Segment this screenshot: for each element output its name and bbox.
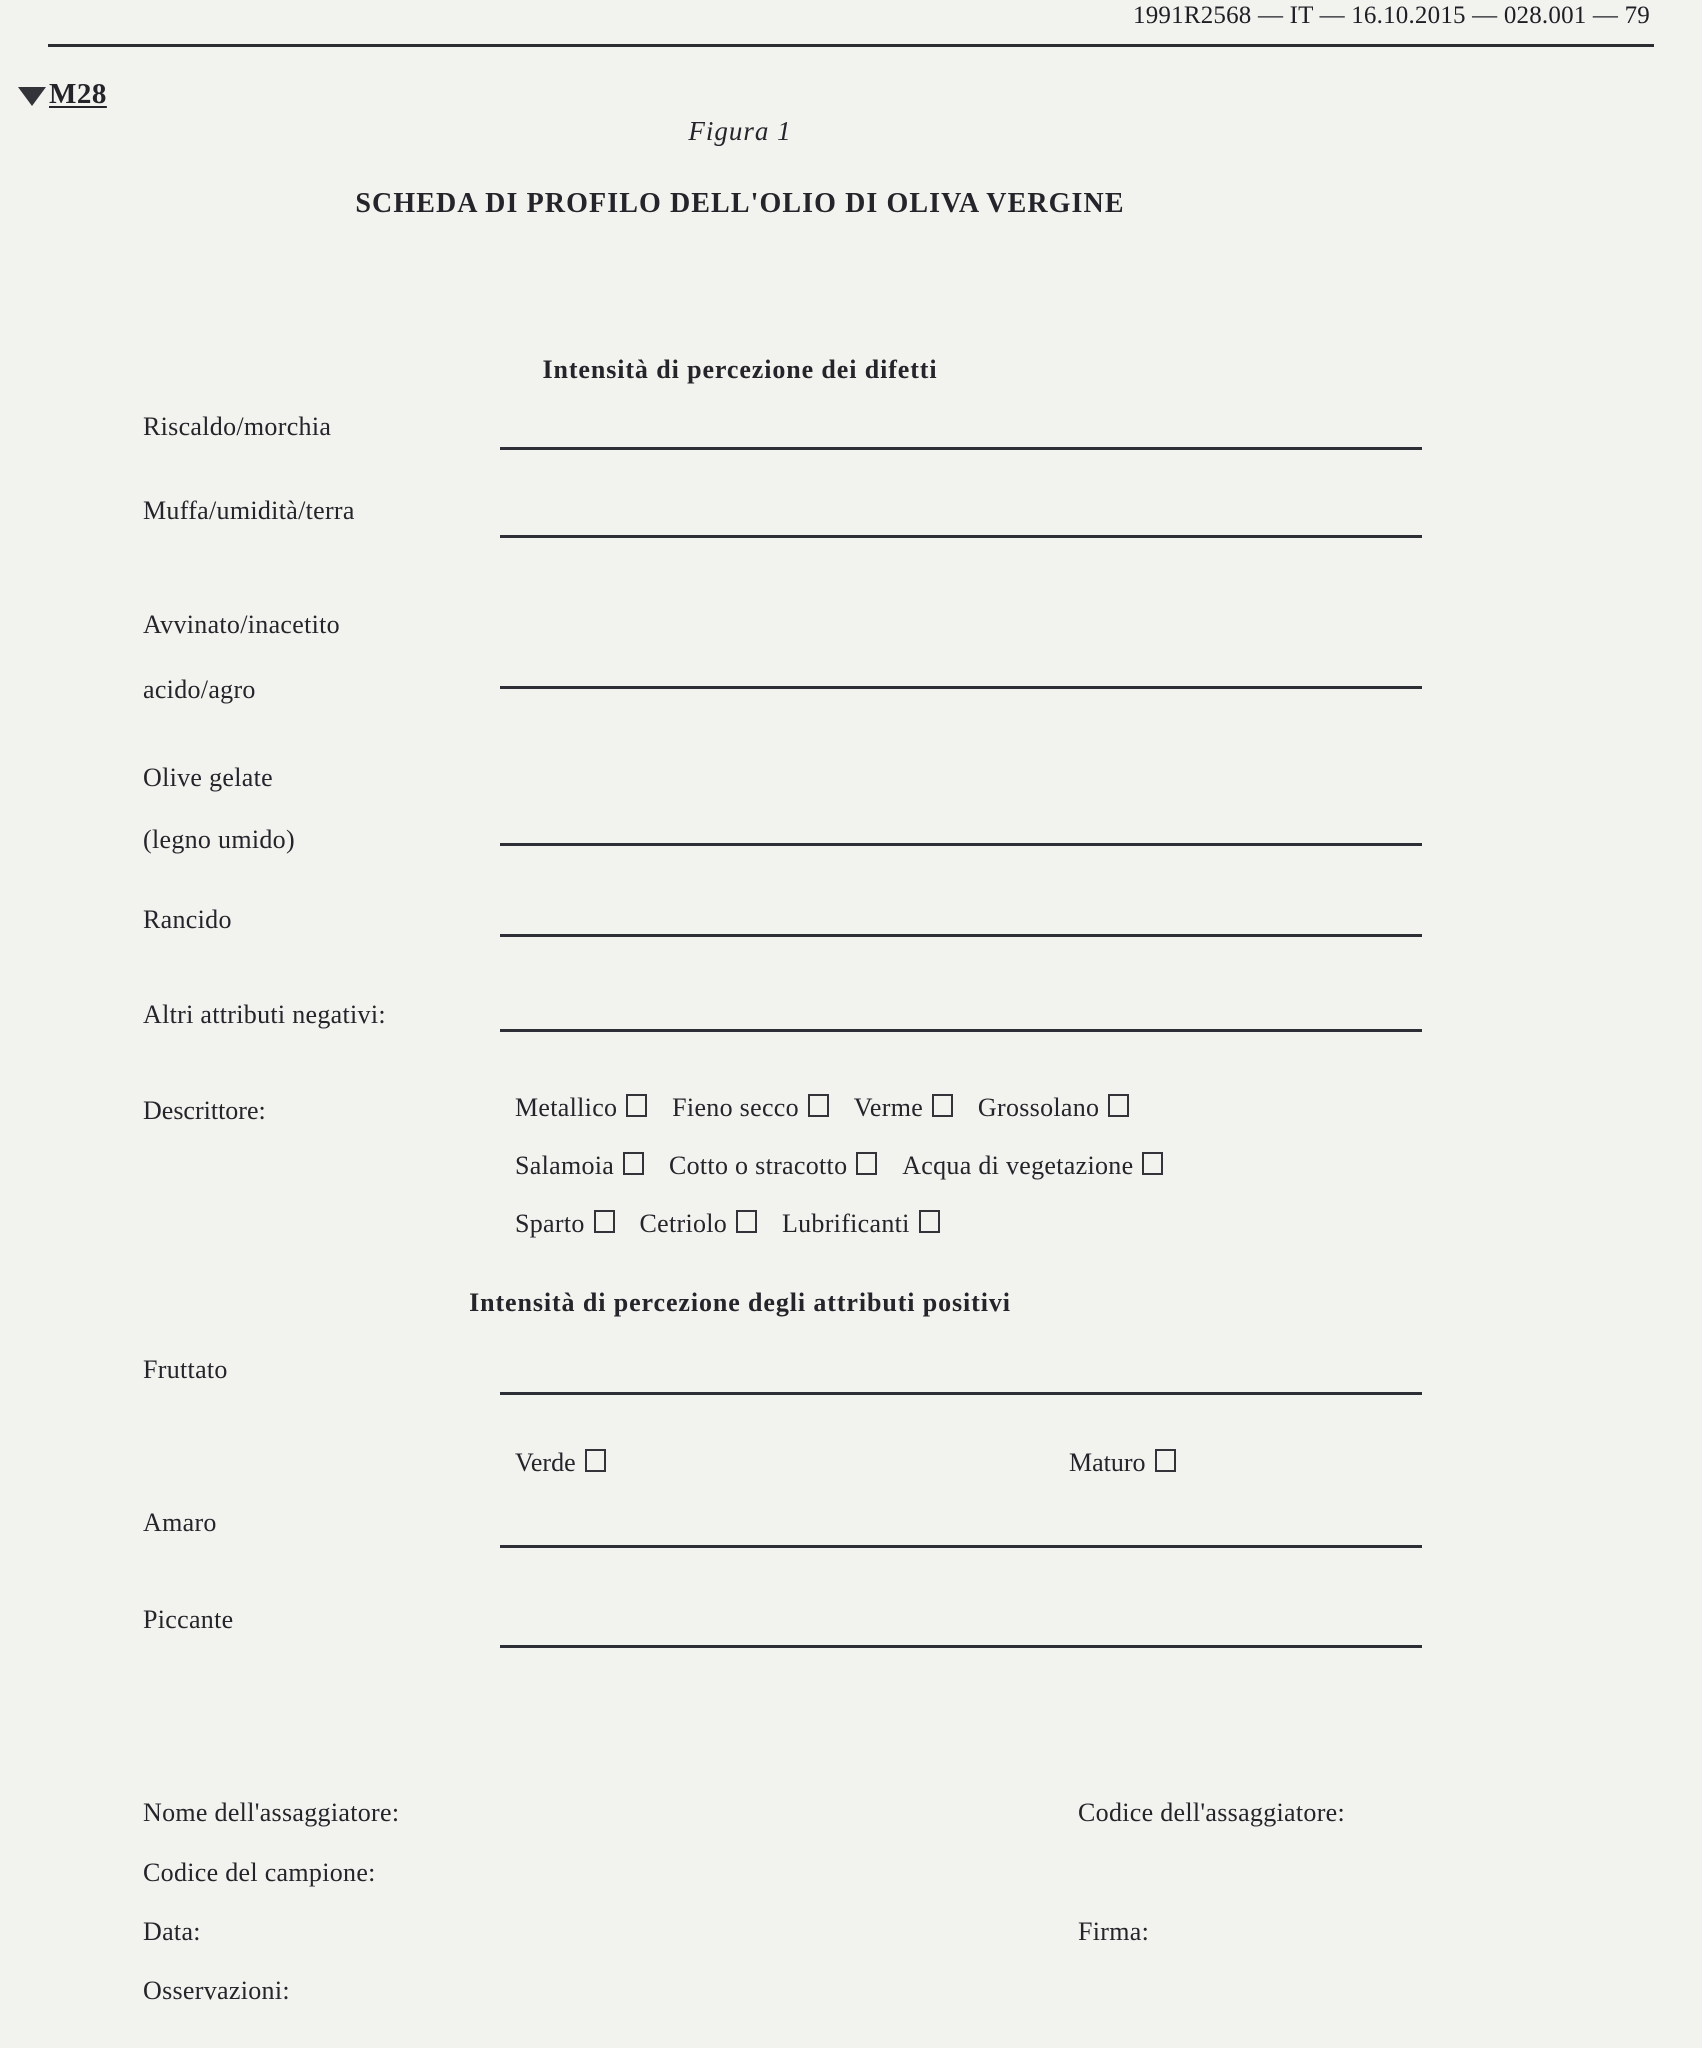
checkbox-icon[interactable] (1108, 1094, 1129, 1117)
defect-label-riscaldo: Riscaldo/morchia (143, 412, 332, 441)
descriptor-option-label: Sparto (515, 1209, 585, 1238)
defect-label-avvinato-line2: acido/agro (143, 675, 256, 704)
amendment-marker (18, 78, 107, 111)
defect-label-olive-gelate: Olive gelate (143, 763, 273, 792)
field-label-data: Data: (143, 1917, 201, 1946)
defect-scale-rancido[interactable] (500, 934, 1422, 937)
positives-section-heading: Intensità di percezione degli attributi positivi (469, 1288, 1011, 1317)
positive-scale-fruttato[interactable] (500, 1392, 1422, 1395)
defect-scale-muffa[interactable] (500, 535, 1422, 538)
descriptor-option-label: Cotto o stracotto (668, 1151, 848, 1180)
header-divider (48, 44, 1654, 47)
fruttato-option-verde[interactable] (515, 1448, 606, 1478)
fruttato-option-maturo[interactable] (1069, 1448, 1176, 1478)
checkbox-icon[interactable] (808, 1094, 829, 1117)
checkbox-icon[interactable] (626, 1094, 647, 1117)
checkbox-icon[interactable] (594, 1210, 615, 1233)
checkbox-icon[interactable] (585, 1449, 606, 1472)
descriptor-option-acqua-di-vegetazione[interactable] (902, 1151, 1163, 1181)
descriptor-option-label: Lubrificanti (781, 1209, 910, 1238)
page-title: SCHEDA DI PROFILO DELL'OLIO DI OLIVA VERGINE (355, 188, 1125, 219)
field-label-codice-assaggiatore: Codice dell'assaggiatore: (1078, 1798, 1346, 1827)
document-reference: 1991R2568 — IT — 16.10.2015 — 028.001 — 79 (1133, 2, 1650, 29)
field-label-firma: Firma: (1078, 1917, 1150, 1946)
defect-label-avvinato: Avvinato/inacetito (143, 610, 340, 639)
defect-scale-riscaldo[interactable] (500, 447, 1422, 450)
down-triangle-icon (18, 87, 46, 106)
descriptor-option-grossolano[interactable] (978, 1093, 1129, 1123)
page-header (0, 0, 1702, 52)
positive-label-amaro: Amaro (143, 1508, 217, 1537)
checkbox-icon[interactable] (919, 1210, 940, 1233)
descriptor-label: Descrittore: (143, 1096, 266, 1125)
positive-label-fruttato: Fruttato (143, 1355, 228, 1384)
descriptor-option-sparto[interactable] (515, 1209, 615, 1239)
descriptor-option-lubrificanti[interactable] (782, 1209, 940, 1239)
figure-caption: Figura 1 (688, 116, 792, 146)
descriptor-option-label: Metallico (515, 1093, 618, 1122)
positive-scale-amaro[interactable] (500, 1545, 1422, 1548)
descriptor-option-metallico[interactable] (515, 1093, 647, 1123)
defect-label-rancido: Rancido (143, 905, 232, 934)
descriptor-row-3 (515, 1209, 940, 1239)
positive-label-piccante: Piccante (143, 1605, 234, 1634)
checkbox-icon[interactable] (736, 1210, 757, 1233)
checkbox-icon[interactable] (856, 1152, 877, 1175)
descriptor-option-label: Verme (853, 1093, 924, 1122)
descriptor-row-1 (515, 1093, 1129, 1123)
defect-label-muffa: Muffa/umidità/terra (143, 496, 355, 525)
descriptor-option-salamoia[interactable] (515, 1151, 644, 1181)
defect-scale-olive-gelate[interactable] (500, 843, 1422, 846)
fruttato-option-maturo-label: Maturo (1069, 1448, 1146, 1477)
defects-section-heading: Intensità di percezione dei difetti (542, 355, 938, 384)
descriptor-option-cetriolo[interactable] (640, 1209, 758, 1239)
descriptor-row-2 (515, 1151, 1163, 1181)
descriptor-option-label: Cetriolo (639, 1209, 728, 1238)
descriptor-option-label: Fieno secco (672, 1093, 799, 1122)
descriptor-option-cotto-o-stracotto[interactable] (669, 1151, 877, 1181)
defect-scale-avvinato[interactable] (500, 686, 1422, 689)
amendment-code-label: M28 (49, 78, 107, 110)
defect-label-olive-gelate-line2: (legno umido) (143, 825, 295, 854)
checkbox-icon[interactable] (1142, 1152, 1163, 1175)
descriptor-option-label: Grossolano (977, 1093, 1100, 1122)
field-label-nome-assaggiatore: Nome dell'assaggiatore: (143, 1798, 400, 1827)
field-label-codice-campione: Codice del campione: (143, 1858, 376, 1887)
positive-scale-piccante[interactable] (500, 1645, 1422, 1648)
descriptor-option-label: Salamoia (515, 1151, 615, 1180)
defect-scale-altri-negativi[interactable] (500, 1029, 1422, 1032)
fruttato-option-verde-label: Verde (515, 1448, 576, 1477)
checkbox-icon[interactable] (1155, 1449, 1176, 1472)
descriptor-option-label: Acqua di vegetazione (902, 1151, 1134, 1180)
checkbox-icon[interactable] (932, 1094, 953, 1117)
field-label-osservazioni: Osservazioni: (143, 1976, 290, 2005)
checkbox-icon[interactable] (623, 1152, 644, 1175)
descriptor-option-verme[interactable] (854, 1093, 953, 1123)
descriptor-option-fieno-secco[interactable] (672, 1093, 829, 1123)
defect-label-altri-negativi: Altri attributi negativi: (143, 1000, 386, 1029)
